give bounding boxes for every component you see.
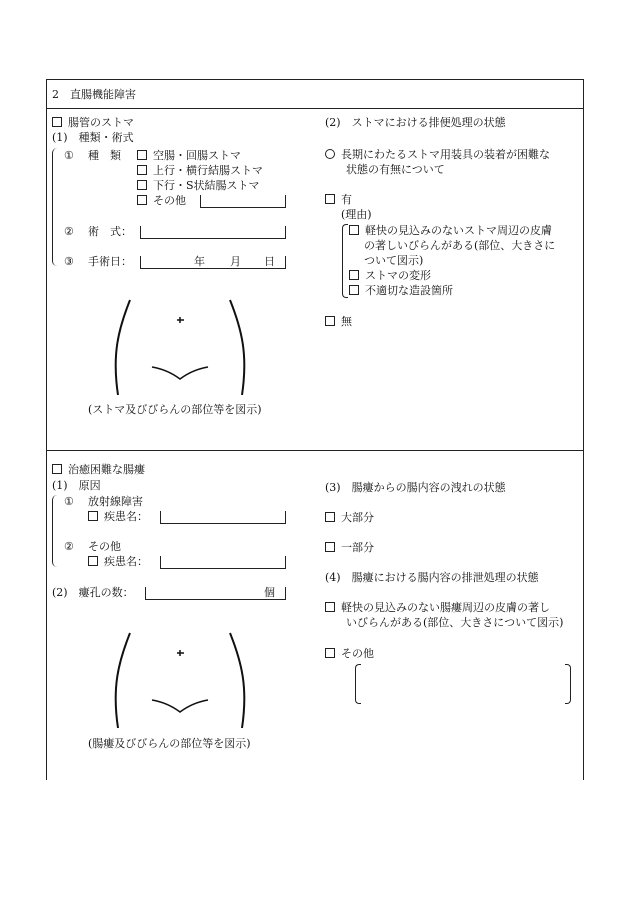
reason-3 [349, 284, 453, 298]
stoma-checkbox[interactable] [52, 117, 62, 127]
yes-checkbox[interactable] [325, 194, 335, 204]
difficulty-item [325, 148, 550, 162]
date-num: ③ [64, 255, 74, 268]
no-label: 無 [341, 315, 352, 328]
kind-checkbox-3[interactable] [137, 180, 147, 190]
other-bracket-left[interactable] [355, 664, 361, 704]
excretion-checkbox-1[interactable] [325, 602, 335, 612]
excretion-text: 軽快の見込みのない腸瘻周辺の皮膚の著し [341, 601, 550, 614]
disease-checkbox-1[interactable] [88, 511, 98, 521]
excretion-label: その他 [341, 647, 374, 660]
cause2-label: その他 [88, 540, 121, 553]
type-method-label: (1) 種類・術式 [52, 131, 134, 144]
date-month-unit: 月 [230, 255, 241, 268]
reason-bracket [342, 224, 348, 298]
fistula-checkbox[interactable] [52, 464, 62, 474]
fistula-figure-caption: (腸瘻及びびらんの部位等を図示) [88, 737, 251, 750]
kind-checkbox-2[interactable] [137, 165, 147, 175]
fistula-body-figure [100, 628, 260, 728]
frame-left [46, 79, 47, 780]
cause1-num: ① [64, 495, 74, 508]
other-bracket-right [565, 664, 571, 704]
reason-1 [349, 224, 552, 238]
cause1-disease [88, 510, 148, 524]
excretion-checkbox-2[interactable] [325, 648, 335, 658]
kind-num: ① [64, 149, 74, 162]
disease-field-2[interactable] [160, 556, 286, 569]
kind-option-label: 空腸・回腸ストマ [153, 149, 241, 162]
difficulty-text: 長期にわたるストマ用装具の装着が困難な [341, 148, 550, 161]
kind-label: 種 類 [88, 149, 121, 162]
frame-top [46, 79, 584, 80]
stoma-body-figure [100, 295, 260, 395]
reason-text: 不適切な造設箇所 [365, 284, 453, 297]
no-option [325, 315, 352, 329]
cause2-disease [88, 555, 148, 569]
fistula-heading [52, 463, 145, 477]
kind-option-2 [137, 164, 263, 178]
section-divider [46, 450, 584, 451]
method-label: 術 式： [88, 225, 132, 238]
stoma-title: 腸管のストマ [68, 116, 134, 129]
yes-label: 有 [341, 193, 352, 206]
leak-option-1 [325, 511, 374, 525]
kind-option-3 [137, 179, 260, 193]
disease-label: 疾患名： [104, 555, 148, 568]
reason-text: ストマの変形 [365, 269, 431, 282]
reason-1-line2: の著しいびらんがある(部位、大きさに [364, 239, 556, 252]
reason-label: (理由) [341, 208, 372, 221]
no-checkbox[interactable] [325, 316, 335, 326]
difficulty-text-2: 状態の有無について [346, 163, 445, 176]
section-title: 2 直腸機能障害 [52, 88, 136, 101]
date-day-unit: 日 [264, 255, 275, 268]
method-num: ② [64, 225, 74, 238]
leak-option-2 [325, 541, 374, 555]
leak-checkbox-1[interactable] [325, 512, 335, 522]
excretion-option-2 [325, 647, 374, 661]
stoma-figure-caption: (ストマ及びびらんの部位等を図示) [88, 403, 262, 416]
stoma-defecation-heading: (2) ストマにおける排便処理の状態 [325, 116, 506, 129]
frame-right [583, 79, 584, 780]
cause-label: (1) 原因 [52, 479, 101, 492]
disease-label: 疾患名： [104, 510, 148, 523]
date-label: 手術日： [88, 255, 132, 268]
circle-bullet [325, 149, 335, 159]
excretion-heading: (4) 腸瘻における腸内容の排泄処理の状態 [325, 571, 539, 584]
kind-option-label: 下行・S状結腸ストマ [153, 179, 260, 192]
leak-heading: (3) 腸瘻からの腸内容の洩れの状態 [325, 481, 506, 494]
holes-unit: 個 [264, 586, 275, 599]
reason-1-line3: ついて図示) [364, 254, 424, 267]
title-divider [46, 108, 584, 109]
reason-text: 軽快の見込みのないストマ周辺の皮膚 [365, 224, 552, 237]
leak-checkbox-2[interactable] [325, 542, 335, 552]
leak-label: 一部分 [341, 541, 374, 554]
stoma-heading [52, 116, 134, 130]
excretion-option-1 [325, 601, 550, 615]
kind-checkbox-4[interactable] [137, 195, 147, 205]
left-bracket-1 [52, 148, 59, 266]
kind-option-label: その他 [153, 194, 186, 207]
kind-option-label: 上行・横行結腸ストマ [153, 164, 263, 177]
cause2-num: ② [64, 540, 74, 553]
reason-2 [349, 269, 431, 283]
method-field[interactable] [140, 226, 286, 239]
leak-label: 大部分 [341, 511, 374, 524]
date-year-unit: 年 [194, 255, 205, 268]
kind-option-1 [137, 149, 241, 163]
holes-label: (2) 瘻孔の数： [52, 586, 134, 599]
excretion-option-1-line2: いびらんがある(部位、大きさについて図示) [346, 616, 564, 629]
left-bracket-2 [52, 495, 59, 567]
kind-checkbox-1[interactable] [137, 150, 147, 160]
kind-other-field[interactable] [200, 195, 286, 208]
fistula-title: 治癒困難な腸瘻 [68, 463, 145, 476]
reason-checkbox-2[interactable] [349, 270, 359, 280]
disease-field-1[interactable] [160, 511, 286, 524]
disease-checkbox-2[interactable] [88, 556, 98, 566]
reason-checkbox-1[interactable] [349, 225, 359, 235]
reason-checkbox-3[interactable] [349, 285, 359, 295]
yes-option [325, 193, 352, 207]
cause1-label: 放射線障害 [88, 495, 143, 508]
kind-option-4 [137, 194, 186, 208]
